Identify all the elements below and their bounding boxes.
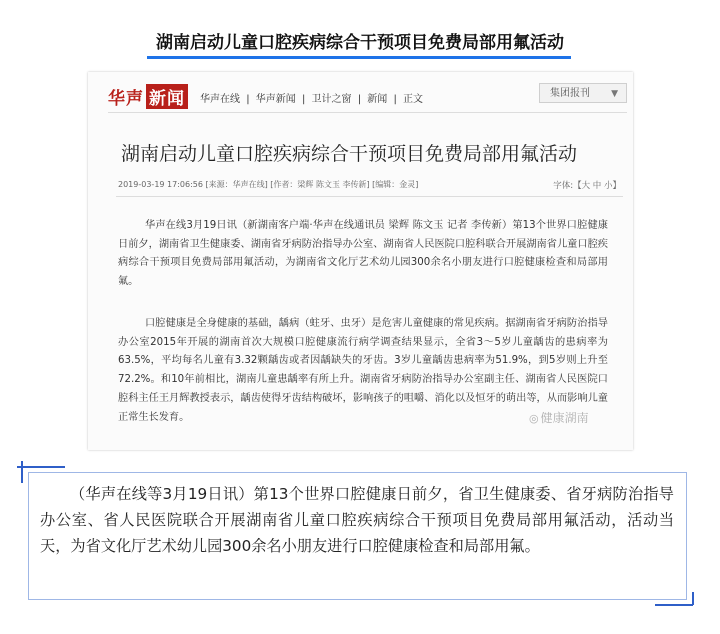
chevron-down-icon: ▼ xyxy=(611,89,618,99)
breadcrumb-separator: | xyxy=(393,94,397,105)
article-paragraph-2: 口腔健康是全身健康的基础，龋病（蛀牙、虫牙）是危害儿童健康的常见疾病。据湖南省牙病防治指导办公室2015年开展的湖南首次大规模口腔健康流行病学调查结果显示，全省3～5岁儿童龋齿的患病率为63.5%，平均每名儿童有3.32颗龋齿或者因龋缺失的牙齿。3岁儿童龋齿患病率为51.9%，到5岁则上升至72.2%。和10年前相比，湖南儿童患龋率有所上升。湖南省牙病防治指导办公室副主任、湖南省人民医院口腔科主任王月辉教授表示，龋齿使得牙齿结构破坏，影响孩子的咀嚼、消化以及恒牙的萌出等，从而影响儿童正常生长发育。 xyxy=(118,318,608,423)
font-size-control[interactable]: 字体:【大 中 小】 xyxy=(553,181,621,191)
wechat-icon: ◎ xyxy=(529,412,539,425)
quote-corner-top-left xyxy=(17,466,65,468)
group-publications-button[interactable] xyxy=(539,83,627,103)
article-meta: 2019-03-19 17:06:56 [来源：华声在线] [作者：梁辉 陈文玉 李传新] [编辑：金灵] xyxy=(118,180,419,189)
quote-text: （华声在线等3月19日讯）第13个世界口腔健康日前夕，省卫生健康委、省牙病防治指导办公室、省人民医院联合开展湖南省儿童口腔疾病综合干预项目免费局部用氟活动，活动当天，为省文化厅艺术幼儿园300余名小朋友进行口腔健康检查和局部用氟。 xyxy=(40,485,674,555)
quote-corner-top-left-vertical xyxy=(21,461,23,483)
site-logo-prefix: 华声 xyxy=(108,89,144,109)
breadcrumb-item[interactable]: 华声在线 xyxy=(200,94,240,105)
headline: 湖南启动儿童口腔疾病综合干预项目免费局部用氟活动 xyxy=(156,33,564,53)
headline-underline xyxy=(147,56,571,59)
article-paragraph-1: 华声在线3月19日讯（新湖南客户端·华声在线通讯员 梁辉 陈文玉 记者 李传新）第13个世界口腔健康日前夕，湖南省卫生健康委、湖南省牙病防治指导办公室、湖南省人民医院口腔科联合开展湖南省儿童口腔疾病综合干预项目免费局部用氟活动，为湖南省文化厅艺术幼儿园300余名小朋友进行口腔健康检查和局部用氟。 xyxy=(118,220,608,288)
article-title: 湖南启动儿童口腔疾病综合干预项目免费局部用氟活动 xyxy=(121,143,578,165)
header-divider xyxy=(108,112,627,113)
breadcrumb xyxy=(200,90,426,105)
breadcrumb-separator: | xyxy=(357,94,362,105)
watermark xyxy=(529,409,589,426)
breadcrumb-separator: | xyxy=(301,94,306,105)
meta-divider xyxy=(116,196,623,197)
site-logo-box: 新闻 xyxy=(146,84,188,109)
watermark-text: 健康湖南 xyxy=(540,411,589,425)
site-logo[interactable] xyxy=(108,84,188,109)
group-publications-label: 集团报刊 xyxy=(550,88,590,99)
quote-corner-bottom-right xyxy=(655,604,693,606)
breadcrumb-item: 正文 xyxy=(403,94,423,105)
breadcrumb-item[interactable]: 华声新闻 xyxy=(255,94,296,105)
quote-corner-bottom-right-vertical xyxy=(692,592,694,605)
breadcrumb-item[interactable]: 新闻 xyxy=(367,94,388,105)
breadcrumb-item[interactable]: 卫计之窗 xyxy=(311,94,352,105)
article-screenshot xyxy=(88,72,633,450)
breadcrumb-separator: | xyxy=(246,94,250,105)
